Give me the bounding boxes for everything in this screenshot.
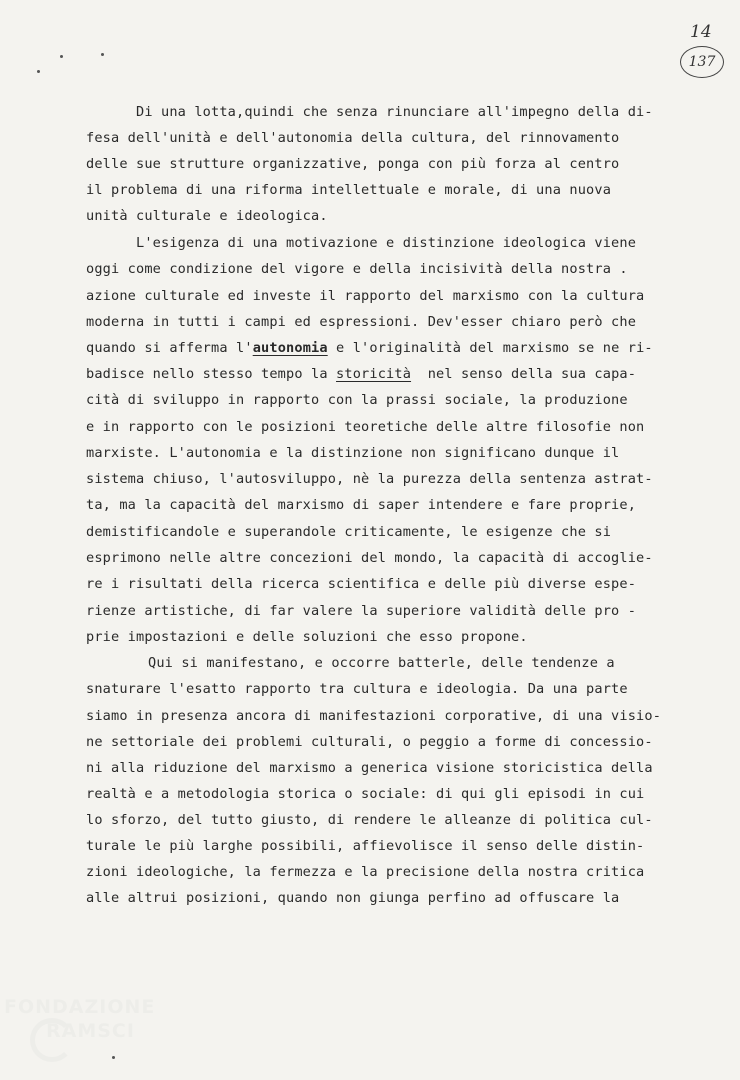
underlined-word-storicita: storicità (336, 366, 412, 382)
text-fragment: e l'originalità del marxismo se ne ri- (327, 340, 653, 356)
text-line: turale le più larghe possibili, affievolisce il senso delle distin- (86, 838, 645, 854)
text-line: unità culturale e ideologica. (86, 208, 328, 224)
text-line: siamo in presenza ancora di manifestazioni corporative, di una visio- (86, 708, 662, 724)
text-line: lo sforzo, del tutto giusto, di rendere le alleanze di politica cul- (86, 812, 653, 828)
text-line: Qui si manifestano, e occorre batterle, delle tendenze a (148, 655, 615, 671)
underlined-word-autonomia: autonomia (252, 340, 328, 356)
text-line: sistema chiuso, l'autosviluppo, nè la purezza della sentenza astrat- (86, 471, 653, 487)
watermark-line2: RAMSCI (46, 1020, 135, 1042)
text-line: zioni ideologiche, la fermezza e la precisione della nostra critica (86, 864, 645, 880)
text-line: alle altrui posizioni, quando non giunga perfino ad offuscare la (86, 890, 620, 906)
text-fragment: nel senso della sua capa- (411, 366, 637, 382)
ink-speck (112, 1056, 115, 1059)
text-line: ni alla riduzione del marxismo a generica visione storicistica della (86, 760, 653, 776)
folio-circled-number: 137 (680, 46, 724, 78)
text-line: ta, ma la capacità del marxismo di saper intendere e fare proprie, (86, 497, 637, 513)
text-line: fesa dell'unità e dell'autonomia della cultura, del rinnovamento (86, 130, 620, 146)
watermark-line1: FONDAZIONE (4, 996, 156, 1018)
text-line: esprimono nelle altre concezioni del mondo, la capacità di accoglie- (86, 550, 653, 566)
text-line: snaturare l'esatto rapporto tra cultura e ideologia. Da una parte (86, 681, 628, 697)
text-line: Di una lotta,quindi che senza rinunciare all'impegno della di- (136, 104, 653, 120)
text-line: realtà e a metodologia storica o sociale: di qui gli episodi in cui (86, 786, 645, 802)
text-fragment: badisce nello stesso tempo la (86, 366, 337, 382)
text-line: rienze artistiche, di far valere la superiore validità delle pro - (86, 603, 637, 619)
text-line: demistificandole e superandole criticamente, le esigenze che si (86, 524, 612, 540)
text-line: e in rapporto con le posizioni teoretiche delle altre filosofie non (86, 419, 645, 435)
page-folio (676, 22, 726, 82)
text-line: oggi come condizione del vigore e della incisività della nostra . (86, 261, 628, 277)
text-line: L'esigenza di una motivazione e distinzione ideologica viene (136, 235, 637, 251)
text-line: azione culturale ed investe il rapporto del marxismo con la cultura (86, 288, 645, 304)
text-line: cità di sviluppo in rapporto con la prassi sociale, la produzione (86, 392, 628, 408)
text-line (86, 342, 653, 356)
folio-number: 14 (690, 22, 712, 42)
text-line: ne settoriale dei problemi culturali, o peggio a forme di concessio- (86, 734, 653, 750)
text-line: moderna in tutti i campi ed espressioni. Dev'esser chiaro però che (86, 314, 637, 330)
text-line: marxiste. L'autonomia e la distinzione non significano dunque il (86, 445, 620, 461)
ink-speck (101, 53, 104, 56)
text-line (86, 368, 636, 382)
text-fragment: quando si afferma l' (86, 340, 253, 356)
text-line: il problema di una riforma intellettuale e morale, di una nuova (86, 182, 612, 198)
ink-speck (37, 70, 40, 73)
archive-watermark (2, 996, 202, 1076)
ink-speck (60, 55, 63, 58)
text-line: prie impostazioni e delle soluzioni che esso propone. (86, 629, 528, 645)
text-line: re i risultati della ricerca scientifica e delle più diverse espe- (86, 576, 637, 592)
text-line: delle sue strutture organizzative, ponga con più forza al centro (86, 156, 620, 172)
